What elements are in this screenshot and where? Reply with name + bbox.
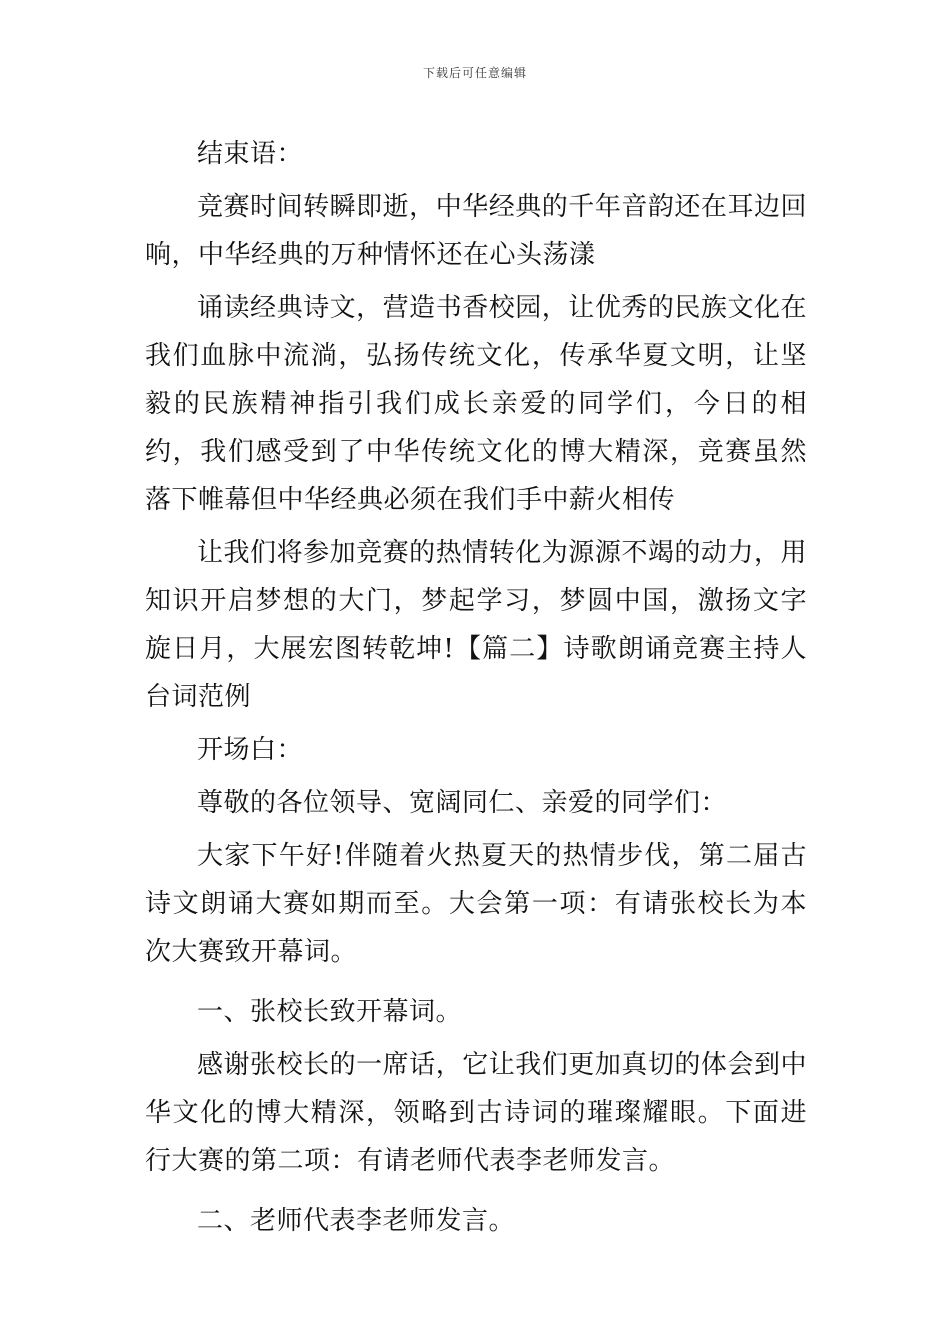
paragraph-opening-heading: 开场白： xyxy=(197,735,304,765)
paragraph: 让我们将参加竞赛的热情转化为源源不竭的动力，用知识开启梦想的大门，梦起学习，梦圆中国，激扬文字旋日月，大展宏图转乾坤!【篇二】诗歌朗诵竞赛主持人台词范例 xyxy=(145,538,807,712)
paragraph: 竞赛时间转瞬即逝，中华经典的千年音韵还在耳边回响，中华经典的万种情怀还在心头荡漾 xyxy=(145,192,807,270)
paragraph: 感谢张校长的一席话，它让我们更加真切的体会到中华文化的博大精深，领略到古诗词的璀璨耀眼。下面进行大赛的第二项：有请老师代表李老师发言。 xyxy=(145,1050,807,1176)
paragraph-agenda-item: 二、老师代表李老师发言。 xyxy=(197,1206,516,1236)
paragraph-agenda-item: 一、张校长致开幕词。 xyxy=(197,997,463,1027)
paragraph: 大家下午好!伴随着火热夏天的热情步伐，第二届古诗文朗诵大赛如期而至。大会第一项：有请张校长为本次大赛致开幕词。 xyxy=(145,841,807,967)
paragraph-salutation: 尊敬的各位领导、宽阔同仁、亲爱的同学们： xyxy=(197,788,728,818)
paragraph: 诵读经典诗文，营造书香校园，让优秀的民族文化在我们血脉中流淌，弘扬传统文化，传承华夏文明，让坚毅的民族精神指引我们成长亲爱的同学们，今日的相约，我们感受到了中华传统文化的博大精深，竞赛虽然落下帷幕但中华经典必须在我们手中薪火相传 xyxy=(145,293,807,515)
page-header-note: 下载后可任意编辑 xyxy=(422,66,527,80)
paragraph-closing-heading: 结束语： xyxy=(197,139,304,169)
document-body xyxy=(145,130,807,1245)
